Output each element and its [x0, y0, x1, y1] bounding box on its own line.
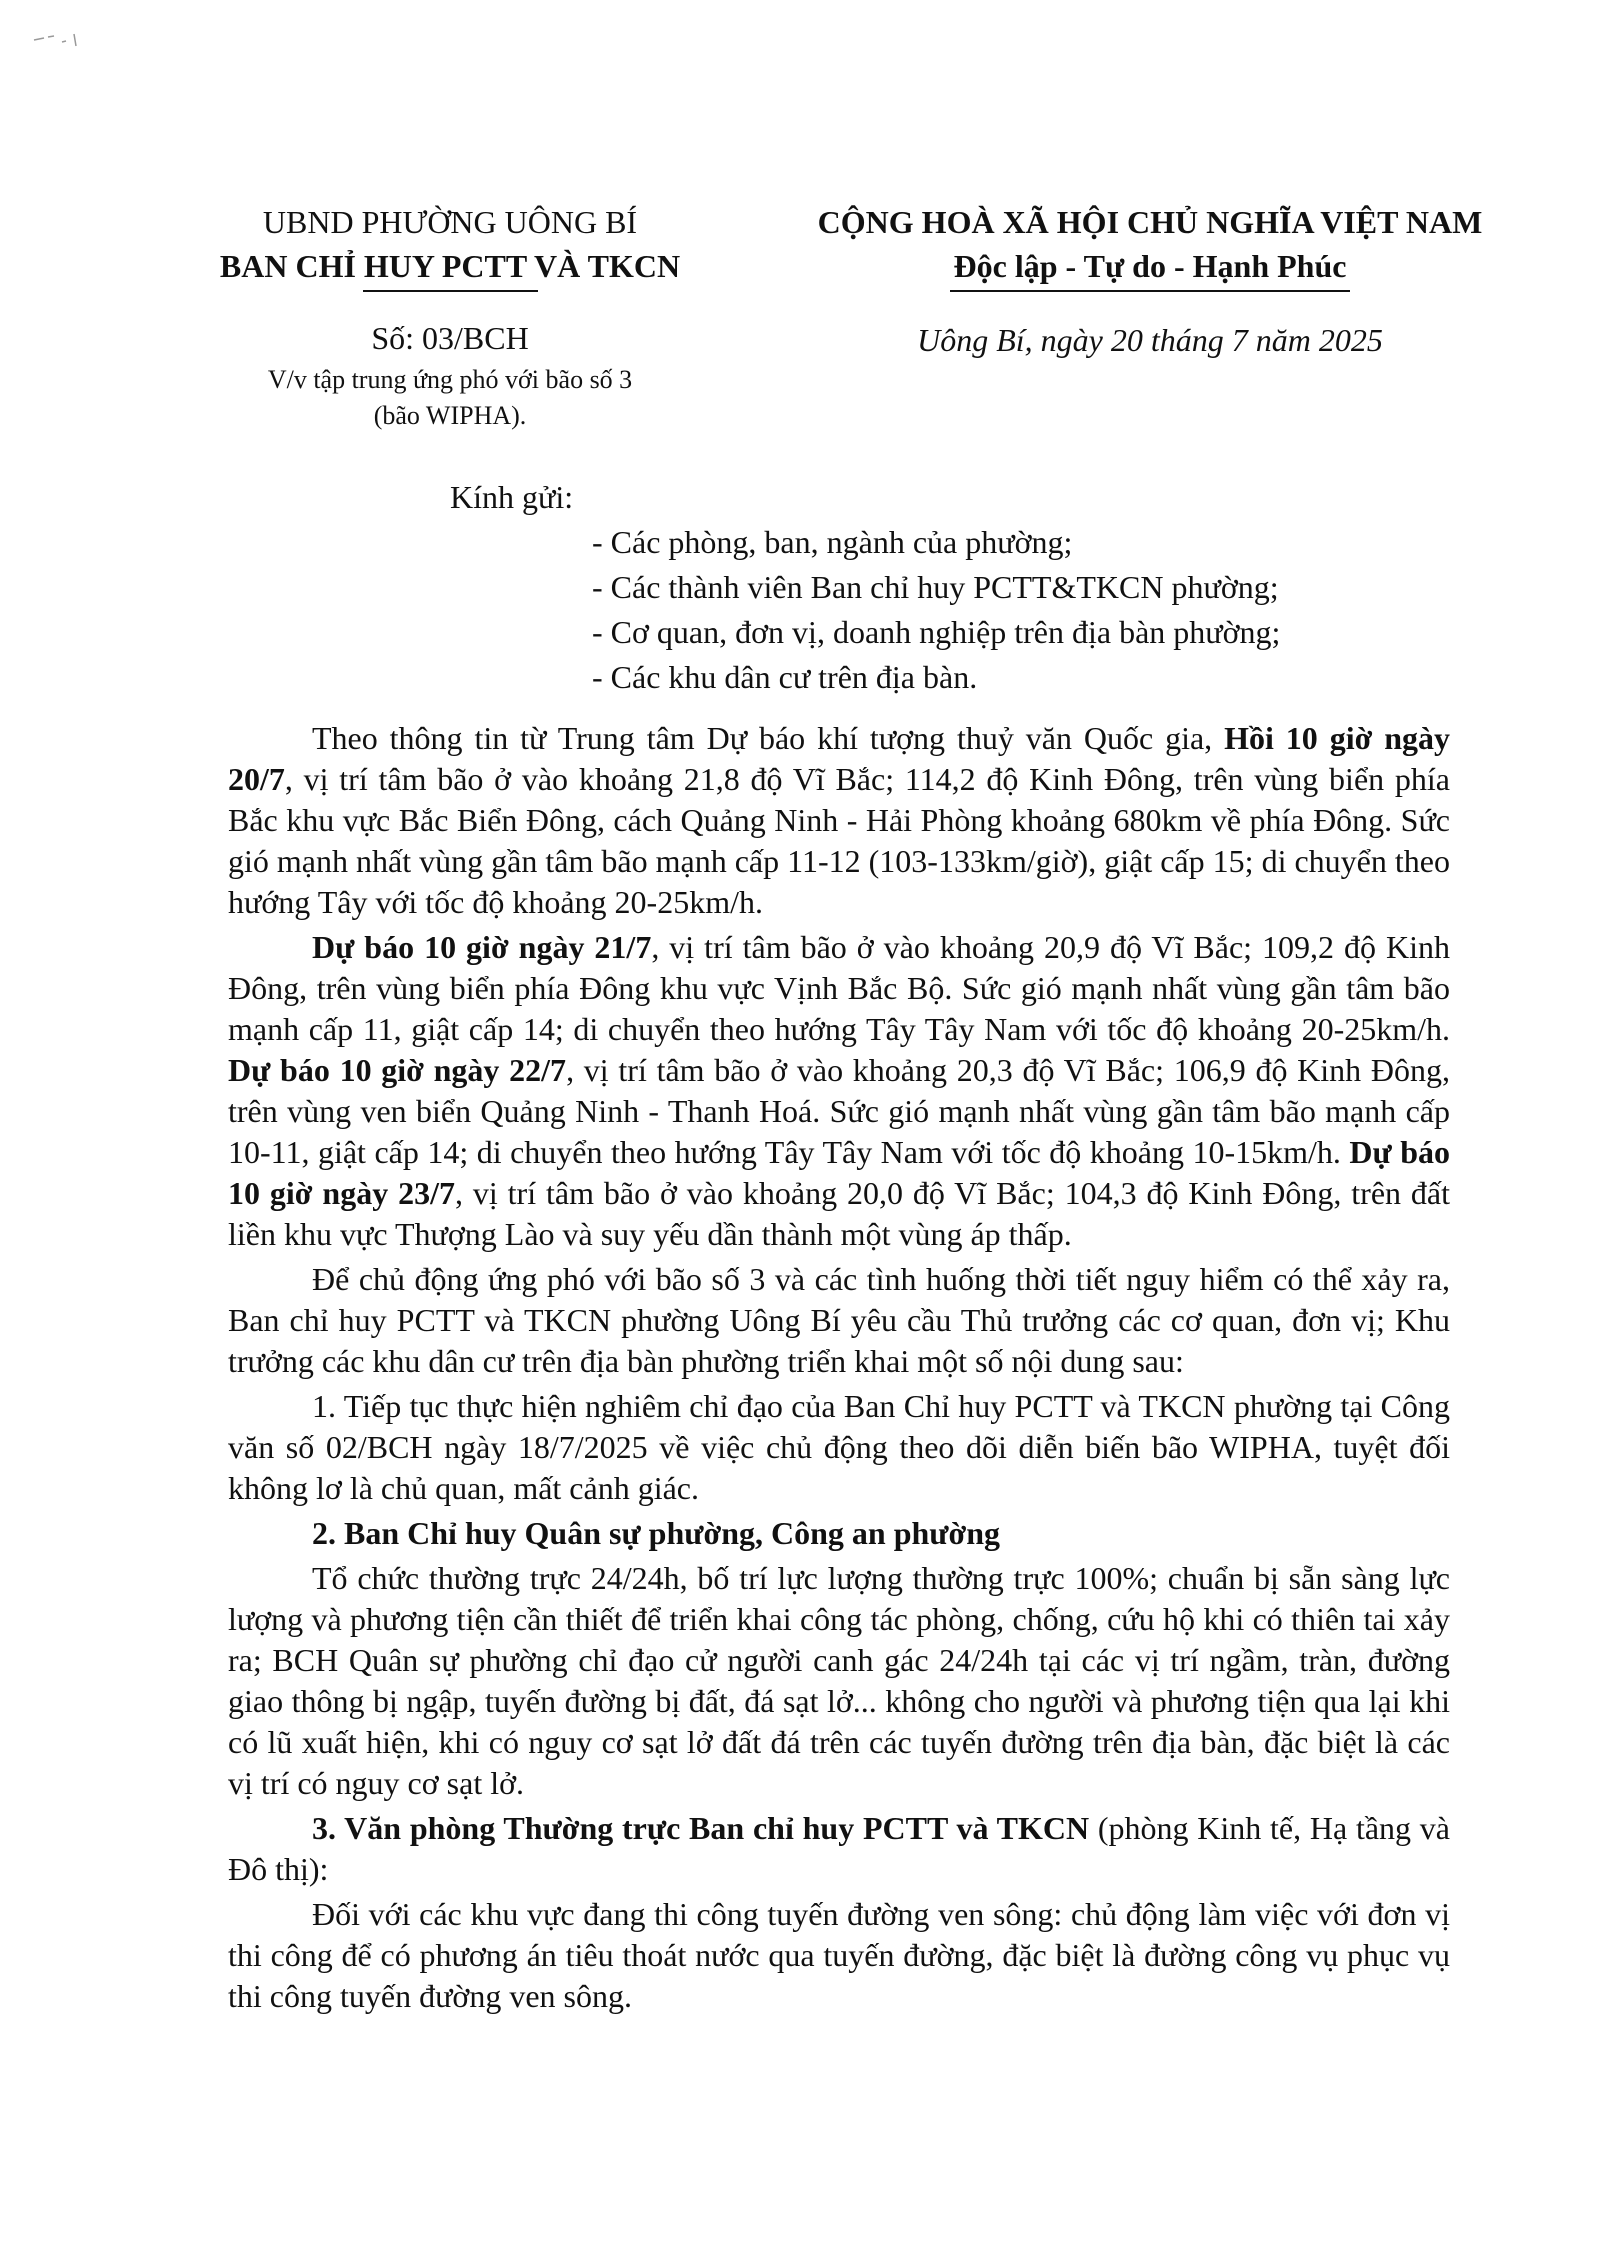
section-heading-3 [228, 1808, 1450, 1890]
document-subject [150, 362, 750, 434]
authority-underline [363, 290, 538, 292]
text-run: Theo thông tin từ Trung tâm Dự báo khí tượng thuỷ văn Quốc gia, [312, 720, 1225, 756]
scan-mark-icon [30, 28, 90, 58]
recipient-item: - Các phòng, ban, ngành của phường; [592, 524, 1073, 560]
section-heading-2: 2. Ban Chỉ huy Quân sự phường, Công an phường [312, 1515, 1000, 1551]
bold-section-title: 3. Văn phòng Thường trực Ban chỉ huy PCTT và TKCN [312, 1810, 1090, 1846]
paragraph-item-1: 1. Tiếp tục thực hiện nghiêm chỉ đạo của Ban Chỉ huy PCTT và TKCN phường tại Công văn số 02/BCH ngày 18/7/2025 về việc chủ động theo dõi diễn biến bão WIPHA, tuyệt đối không lơ là chủ quan, mất cảnh giác. [228, 1388, 1450, 1506]
document-number: Số: 03/BCH [371, 320, 529, 356]
bold-time-label: Hồi 10 giờ ngày 20/7 [228, 720, 1451, 797]
issuing-authority-block [150, 200, 750, 292]
text-run: , vị trí tâm bão ở vào khoảng 20,0 độ Vĩ Bắc; 104,3 độ Kinh Đông, trên đất liền khu vực Thượng Lào và suy yếu dần thành một vùng áp thấp. [228, 1175, 1451, 1252]
issuing-organization: BAN CHỈ HUY PCTT VÀ TKCN [219, 248, 681, 284]
text-run: , vị trí tâm bão ở vào khoảng 20,9 độ Vĩ Bắc; 109,2 độ Kinh Đông, trên vùng biển phía Đông khu vực Vịnh Bắc Bộ. Sức gió mạnh nhất vùng gần tâm bão mạnh cấp 11, giật cấp 14; di chuyển theo hướng Tây Tây Nam với tốc độ khoảng 20-25km/h. [228, 929, 1451, 1047]
paragraph-item-3: Đối với các khu vực đang thi công tuyến đường ven sông: chủ động làm việc với đơn vị thi công để có phương án tiêu thoát nước qua tuyến đường, đặc biệt là đường công vụ phục vụ thi công tuyến đường ven sông. [228, 1896, 1450, 2014]
document-body [228, 718, 1450, 2021]
motto-underline [950, 290, 1350, 292]
text-run: (phòng Kinh tế, Hạ tầng và Đô thị): [228, 1810, 1451, 1887]
recipient-item: - Cơ quan, đơn vị, doanh nghiệp trên địa bàn phường; [592, 614, 1281, 650]
national-motto: Độc lập - Tự do - Hạnh Phúc [953, 248, 1347, 284]
text-run: , vị trí tâm bão ở vào khoảng 21,8 độ Vĩ Bắc; 114,2 độ Kinh Đông, trên vùng biển phía Bắc khu vực Bắc Biển Đông, cách Quảng Ninh - Hải Phòng khoảng 680km về phía Đông. Sức gió mạnh nhất vùng gần tâm bão mạnh cấp 11-12 (103-133km/giờ), giật cấp 15; di chuyển theo hướng Tây với tốc độ khoảng 20-25km/h. [228, 761, 1450, 920]
recipient-item: - Các khu dân cư trên địa bàn. [592, 659, 978, 695]
recipient-item: - Các thành viên Ban chỉ huy PCTT&TKCN phường; [592, 569, 1279, 605]
paragraph-forecast-next [228, 927, 1450, 1255]
parent-organization: UBND PHƯỜNG UÔNG BÍ [262, 204, 638, 240]
bold-time-label: Dự báo 10 giờ ngày 23/7 [228, 1134, 1451, 1211]
bold-time-label: Dự báo 10 giờ ngày 22/7 [228, 1052, 567, 1088]
country-name: CỘNG HOÀ XÃ HỘI CHỦ NGHĨA VIỆT NAM [817, 204, 1483, 240]
national-heading-block [740, 200, 1560, 292]
paragraph-request: Để chủ động ứng phó với bão số 3 và các tình huống thời tiết nguy hiểm có thể xảy ra, Ban chỉ huy PCTT và TKCN phường Uông Bí yêu cầu Thủ trưởng các cơ quan, đơn vị; Khu trưởng các khu dân cư trên địa bàn phường triển khai một số nội dung sau: [228, 1261, 1450, 1379]
recipient-list [592, 520, 1492, 700]
salutation: Kính gửi: [450, 479, 574, 515]
subject-line-2: (bão WIPHA). [373, 401, 527, 430]
issue-date: Uông Bí, ngày 20 tháng 7 năm 2025 [917, 322, 1383, 358]
subject-line-1: V/v tập trung ứng phó với bão số 3 [267, 365, 633, 394]
paragraph-item-2: Tổ chức thường trực 24/24h, bố trí lực lượng thường trực 100%; chuẩn bị sẵn sàng lực lượng và phương tiện cần thiết để triển khai công tác phòng, chống, cứu hộ khi có thiên tai xảy ra; BCH Quân sự phường chỉ đạo cử người canh gác 24/24h tại các vị trí ngầm, tràn, đường giao thông bị ngập, tuyến đường bị đất, đá sạt lở... không cho người và phương tiện qua lại khi có lũ xuất hiện, khi có nguy cơ sạt lở đất đá trên các tuyến đường trên địa bàn, đặc biệt là các vị trí có nguy cơ sạt lở. [228, 1560, 1450, 1801]
text-run: , vị trí tâm bão ở vào khoảng 20,3 độ Vĩ Bắc; 106,9 độ Kinh Đông, trên vùng ven biển Quảng Ninh - Thanh Hoá. Sức gió mạnh nhất vùng gần tâm bão mạnh cấp 10-11, giật cấp 14; di chuyển theo hướng Tây Tây Nam với tốc độ khoảng 10-15km/h. [228, 1052, 1451, 1170]
paragraph-forecast-current [228, 718, 1450, 923]
bold-time-label: Dự báo 10 giờ ngày 21/7 [312, 929, 652, 965]
